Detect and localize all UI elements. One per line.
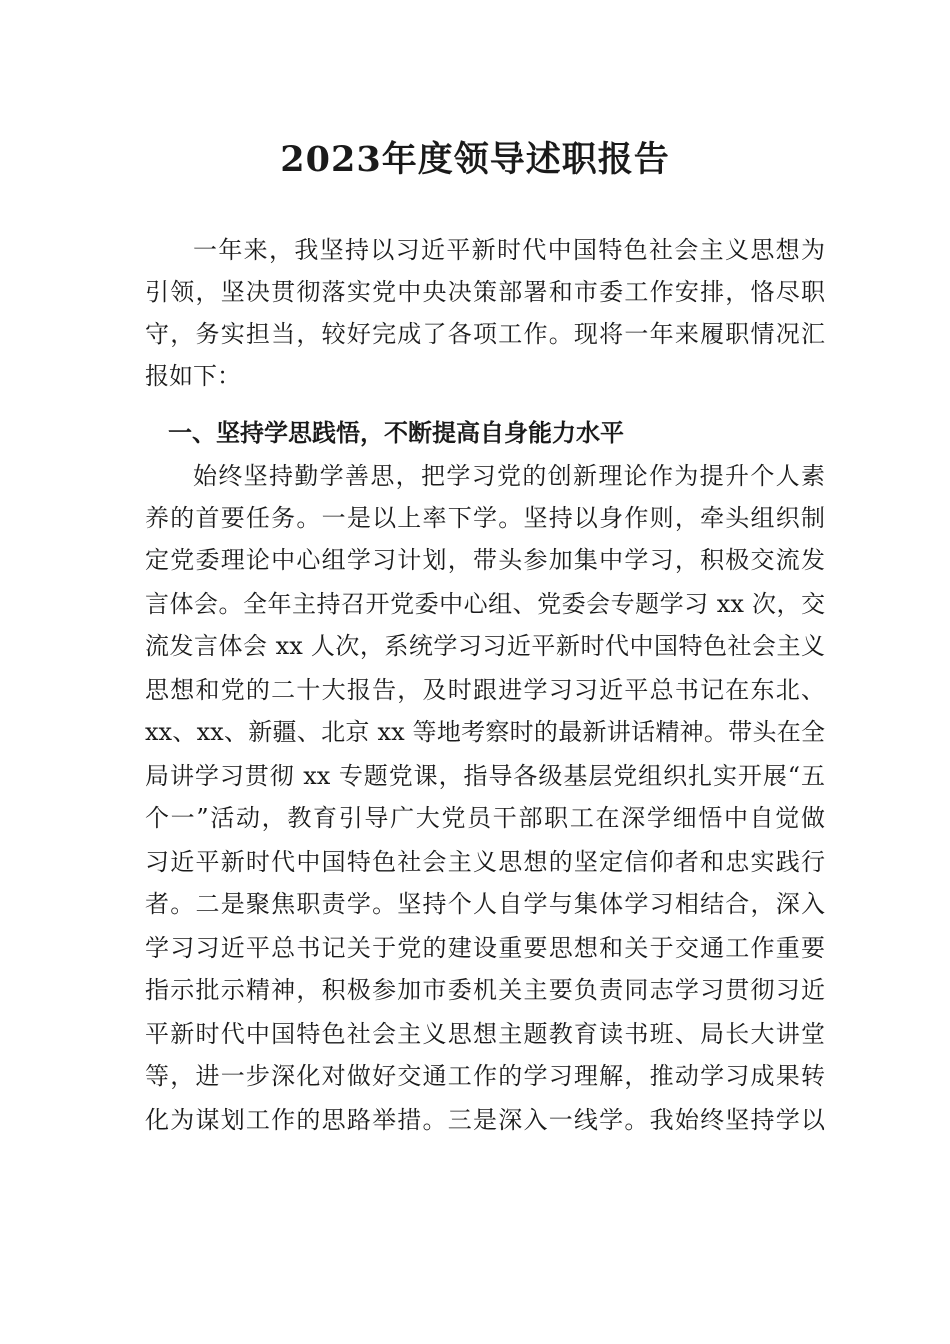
body-line: 化为谋划工作的思路举措。三是深入一线学。我始终坚持学以 <box>145 1106 825 1134</box>
body-line: 等，进一步深化对做好交通工作的学习理解，推动学习成果转 <box>145 1062 825 1090</box>
body-line: 思想和党的二十大报告，及时跟进学习习近平总书记在东北、 <box>145 676 825 704</box>
document-title: 2023年度领导述职报告 <box>280 139 670 180</box>
body-line: 言体会。全年主持召开党委中心组、党委会专题学习 xx 次，交 <box>145 590 825 618</box>
section-heading: 一、坚持学思践悟，不断提高自身能力水平 <box>168 419 624 447</box>
body-line: 流发言体会 xx 人次，系统学习习近平新时代中国特色社会主义 <box>145 632 825 660</box>
body-line: 者。二是聚焦职责学。坚持个人自学与集体学习相结合，深入 <box>145 890 825 918</box>
body-line: 习近平新时代中国特色社会主义思想的坚定信仰者和忠实践行 <box>145 848 825 876</box>
body-line: 个一”活动，教育引导广大党员干部职工在深学细悟中自觉做 <box>145 804 825 832</box>
body-line: 养的首要任务。一是以上率下学。坚持以身作则，牵头组织制 <box>145 504 825 532</box>
body-line: 定党委理论中心组学习计划，带头参加集中学习，积极交流发 <box>145 546 825 574</box>
body-line: xx、xx、新疆、北京 xx 等地考察时的最新讲话精神。带头在全 <box>145 718 825 746</box>
body-line: 学习习近平总书记关于党的建设重要思想和关于交通工作重要 <box>145 934 825 962</box>
body-line: 平新时代中国特色社会主义思想主题教育读书班、局长大讲堂 <box>145 1020 825 1048</box>
body-line: 指示批示精神，积极参加市委机关主要负责同志学习贯彻习近 <box>145 976 825 1004</box>
intro-line-1: 一年来，我坚持以习近平新时代中国特色社会主义思想为 <box>193 236 825 264</box>
intro-line-3: 守，务实担当，较好完成了各项工作。现将一年来履职情况汇 <box>145 320 825 348</box>
intro-line-2: 引领，坚决贯彻落实党中央决策部署和市委工作安排，恪尽职 <box>145 278 825 306</box>
body-line: 局讲学习贯彻 xx 专题党课，指导各级基层党组织扎实开展“五 <box>145 762 825 790</box>
body-line: 始终坚持勤学善思，把学习党的创新理论作为提升个人素 <box>193 462 825 490</box>
intro-line-4: 报如下： <box>145 362 241 390</box>
